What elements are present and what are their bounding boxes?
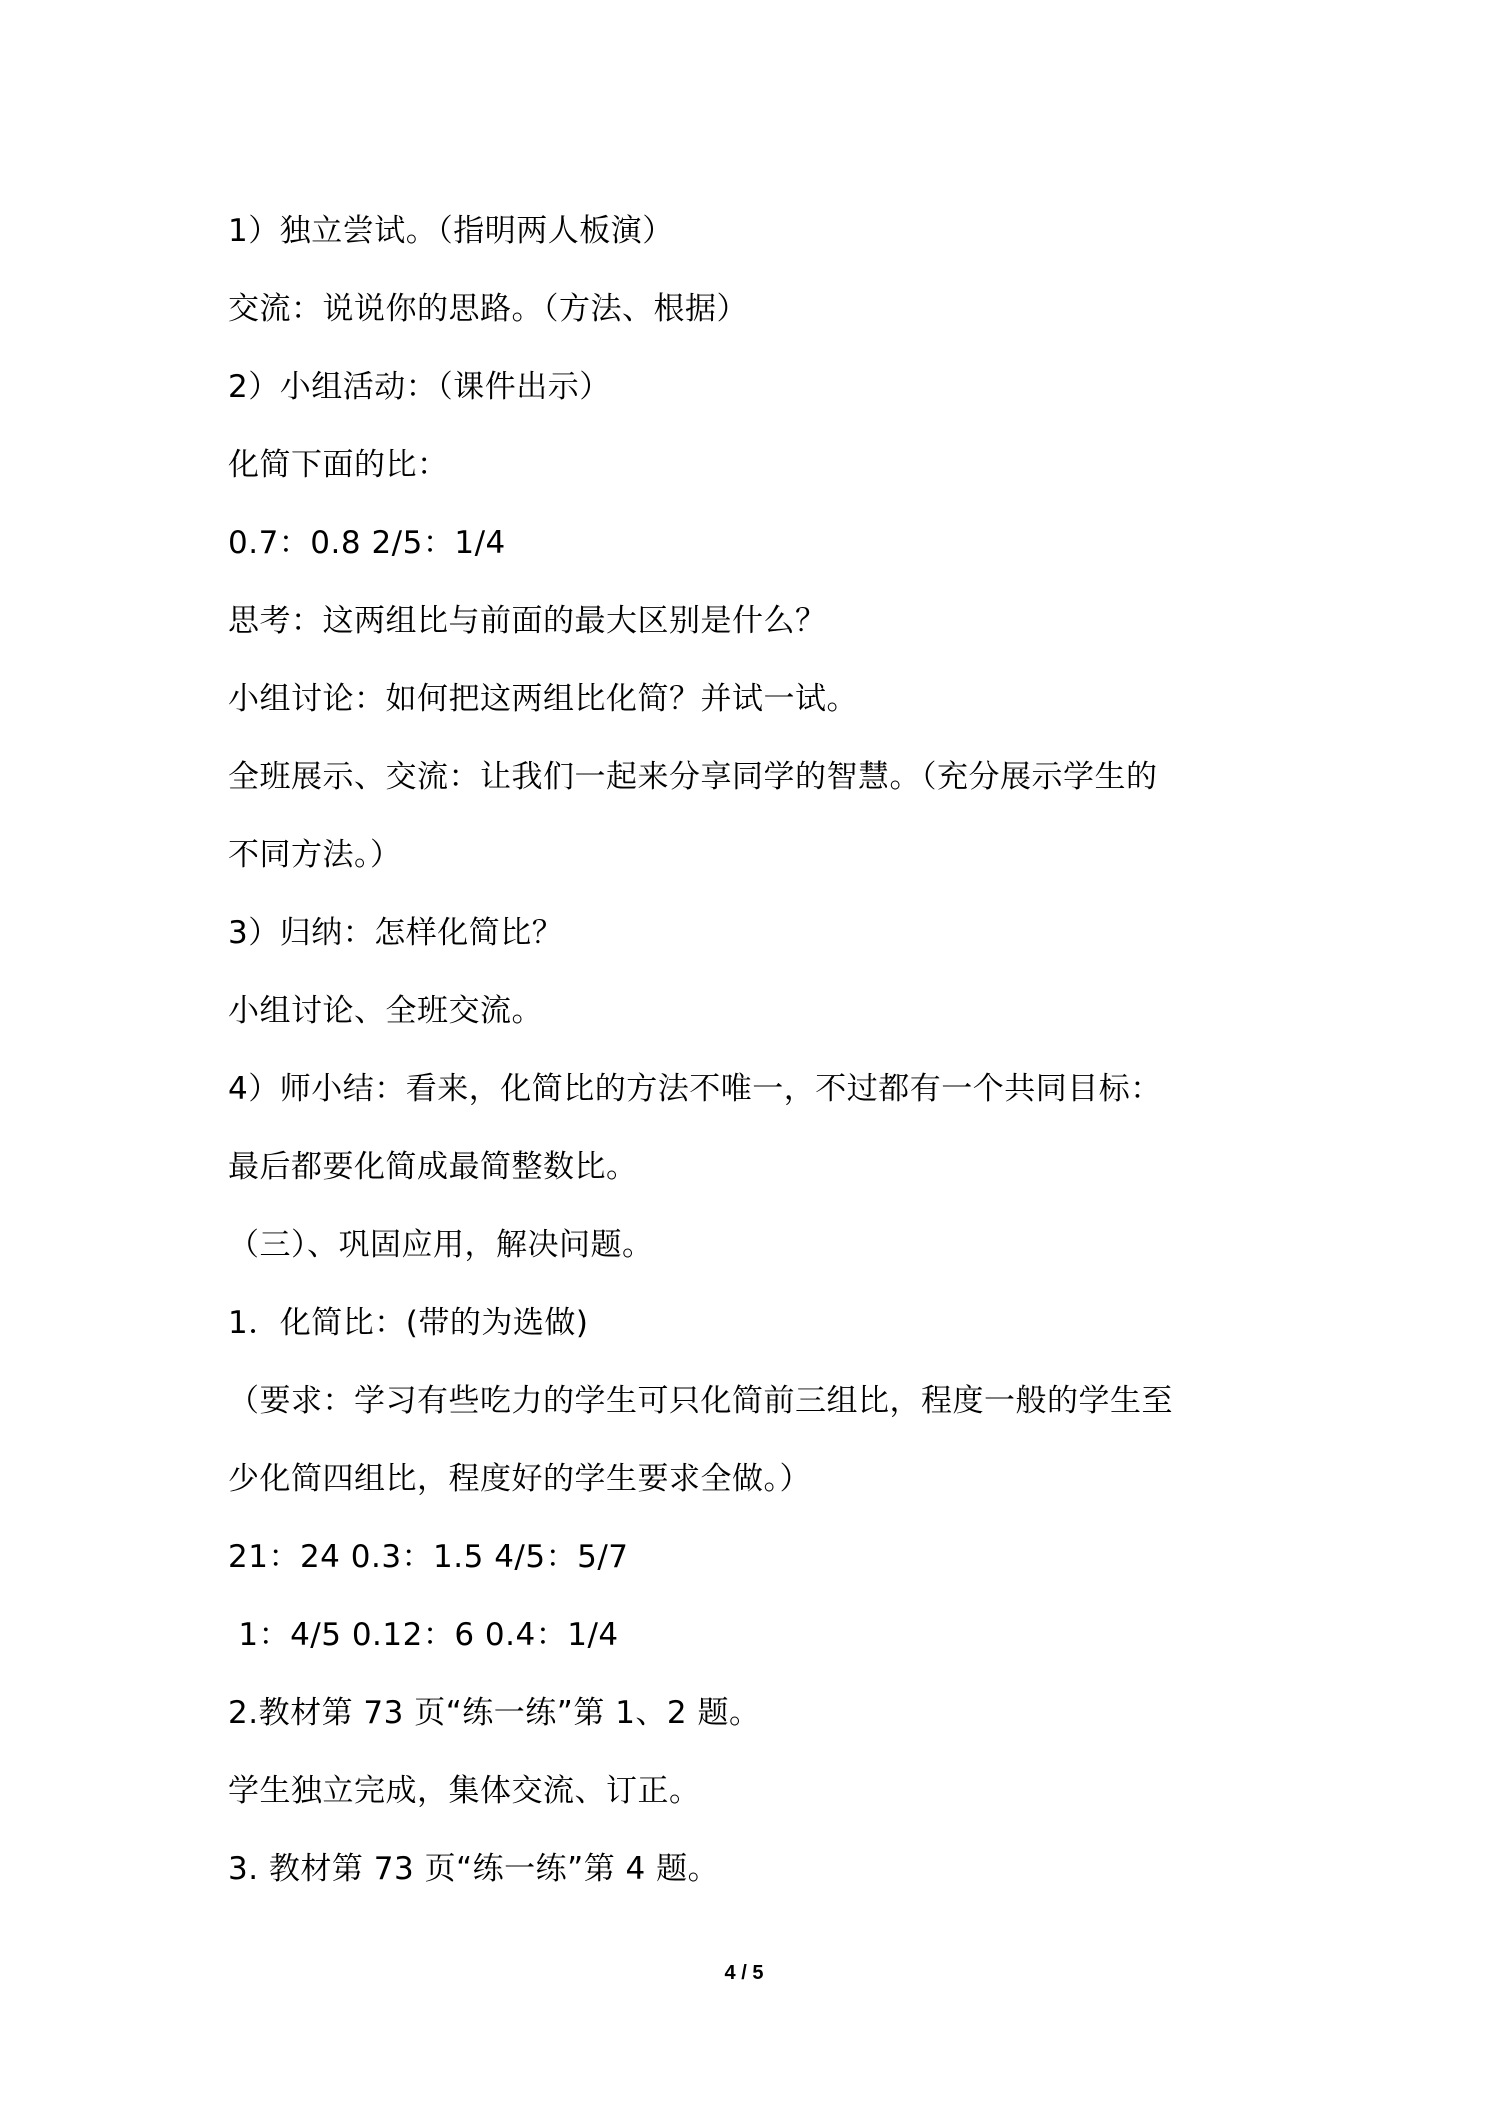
- text-line: 少化简四组比，程度好的学生要求全做。）: [228, 1461, 811, 1497]
- text-line: 全班展示、交流：让我们一起来分享同学的智慧。（充分展示学生的: [228, 759, 1158, 795]
- text-line: 小组讨论：如何把这两组比化简？并试一试。: [228, 681, 858, 717]
- text-line: 小组讨论、全班交流。: [228, 993, 543, 1029]
- text-line: 3）归纳：怎样化简比？: [228, 915, 564, 951]
- text-line: 不同方法。）: [228, 837, 402, 873]
- text-line: 最后都要化简成最简整数比。: [228, 1149, 638, 1185]
- text-line: 2）小组活动：（课件出示）: [228, 369, 611, 405]
- text-line: 2.教材第 73 页“练一练”第 1、2 题。: [228, 1695, 761, 1731]
- text-line: 学生独立完成，集体交流、订正。: [228, 1773, 701, 1809]
- text-line: 思考：这两组比与前面的最大区别是什么？: [228, 603, 827, 639]
- page-number: 4 / 5: [724, 1962, 764, 1984]
- section-heading: （三）、巩固应用，解决问题。: [228, 1227, 654, 1263]
- text-line: 21：24 0.3：1.5 4/5：5/7: [228, 1539, 629, 1575]
- text-line: 0.7：0.8 2/5：1/4: [228, 525, 506, 561]
- text-line: 交流：说说你的思路。（方法、根据）: [228, 291, 748, 327]
- text-line: 1．化简比：(带的为选做): [228, 1305, 589, 1341]
- text-line: 化简下面的比：: [228, 447, 449, 483]
- text-line: 1：4/5 0.12：6 0.4：1/4: [228, 1617, 619, 1653]
- text-line: 3. 教材第 73 页“练一练”第 4 题。: [228, 1851, 720, 1887]
- text-line: 4）师小结：看来，化简比的方法不唯一，不过都有一个共同目标：: [228, 1071, 1162, 1107]
- document-body: [228, 192, 1268, 1908]
- text-line: 1）独立尝试。（指明两人板演）: [228, 213, 674, 249]
- text-line: （要求：学习有些吃力的学生可只化简前三组比，程度一般的学生至: [228, 1383, 1173, 1419]
